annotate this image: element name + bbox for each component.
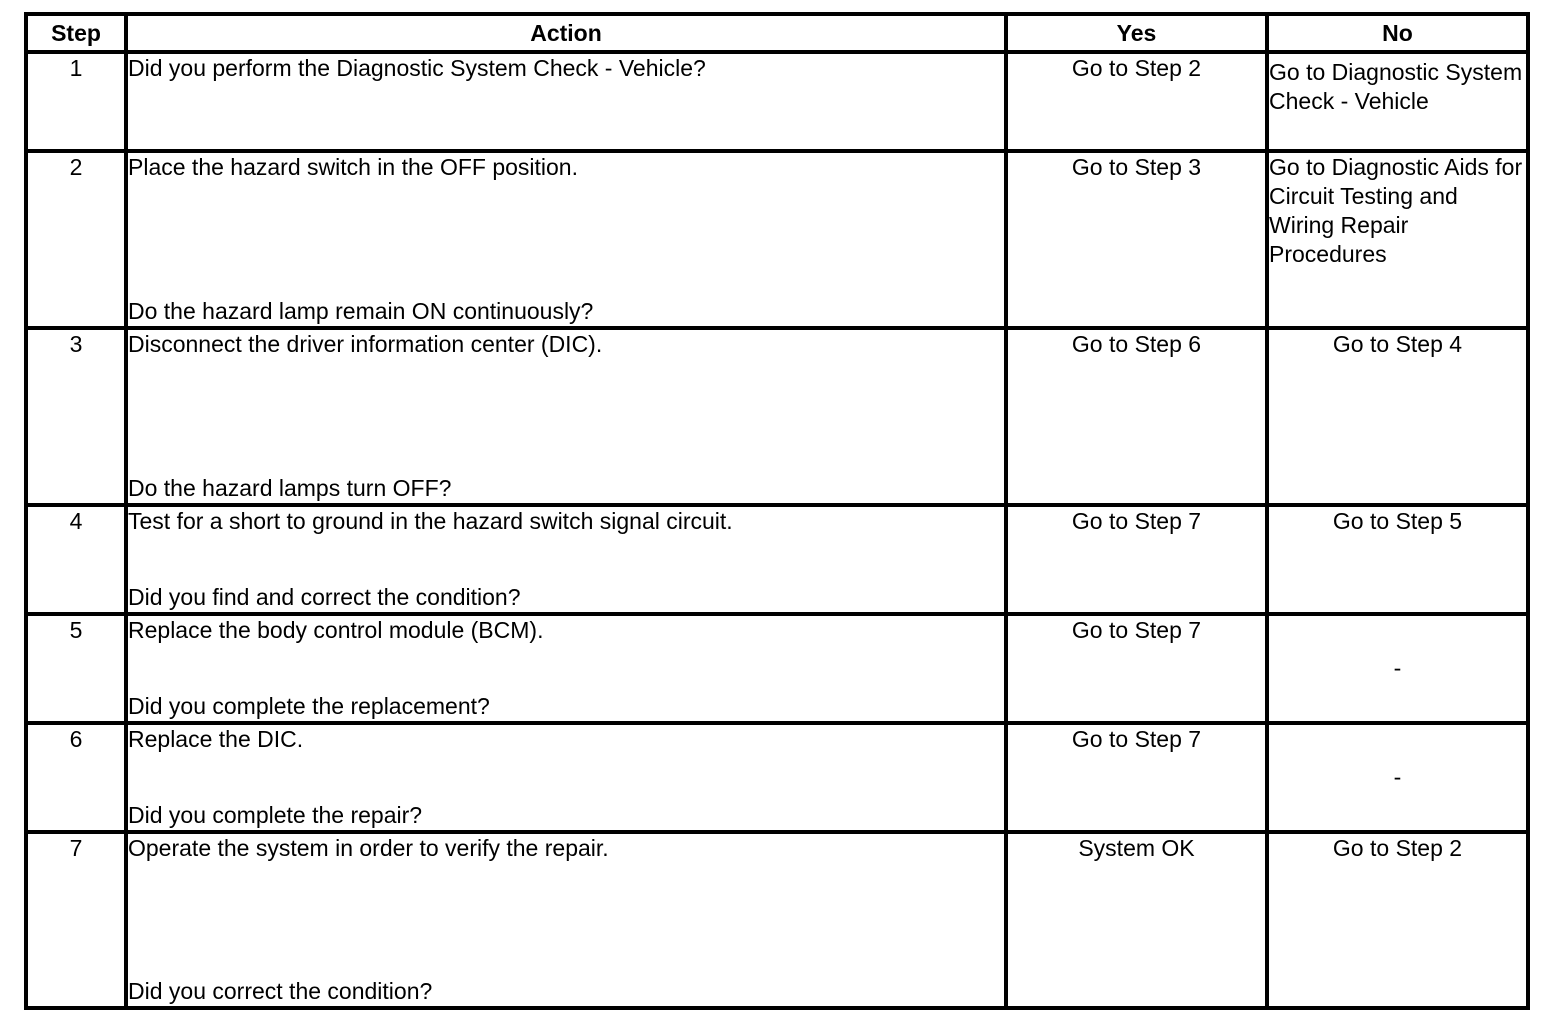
yes-cell: Go to Step 7 [1006,505,1267,614]
header-yes: Yes [1006,14,1267,52]
action-cell [126,832,1006,1008]
step-number: 2 [26,151,126,328]
action-instruction: Test for a short to ground in the hazard switch signal circuit. [128,508,733,534]
table-row [26,52,1528,151]
action-question: Did you complete the repair? [128,802,423,828]
step-number: 6 [26,723,126,832]
table-row [26,151,1528,328]
action-content [128,834,1004,1006]
action-content [128,330,1004,503]
header-action: Action [126,14,1006,52]
diagnostic-table [24,12,1530,1010]
yes-cell: Go to Step 6 [1006,328,1267,505]
table-header [26,14,1528,52]
action-instruction: Replace the DIC. [128,726,304,752]
yes-cell: Go to Step 3 [1006,151,1267,328]
step-number: 5 [26,614,126,723]
header-no: No [1267,14,1528,52]
action-instruction: Disconnect the driver information center (DIC). [128,331,603,357]
no-cell: Go to Diagnostic System Check - Vehicle [1267,52,1528,151]
no-cell: Go to Step 4 [1267,328,1528,505]
action-content [128,725,1004,830]
action-cell [126,505,1006,614]
table-row [26,832,1528,1008]
action-question: Did you correct the condition? [128,978,433,1004]
no-cell: Go to Diagnostic Aids for Circuit Testing and Wiring Repair Procedures [1267,151,1528,328]
action-question: Did you complete the replacement? [128,693,490,719]
action-instruction: Place the hazard switch in the OFF position. [128,154,578,180]
table-body [26,52,1528,1008]
no-cell: - [1267,614,1528,723]
step-number: 1 [26,52,126,151]
action-question: Do the hazard lamp remain ON continuously? [128,298,594,324]
step-number: 3 [26,328,126,505]
action-cell [126,52,1006,151]
table-row [26,505,1528,614]
table-row [26,723,1528,832]
action-cell [126,723,1006,832]
yes-cell: Go to Step 2 [1006,52,1267,151]
no-cell: - [1267,723,1528,832]
action-question: Did you find and correct the condition? [128,584,521,610]
action-instruction: Operate the system in order to verify the repair. [128,835,609,861]
header-row [26,14,1528,52]
action-content [128,507,1004,612]
step-number: 7 [26,832,126,1008]
action-content [128,153,1004,326]
action-question: Do the hazard lamps turn OFF? [128,475,452,501]
yes-cell: Go to Step 7 [1006,723,1267,832]
action-cell [126,328,1006,505]
table-row [26,614,1528,723]
action-content [128,616,1004,721]
yes-cell: Go to Step 7 [1006,614,1267,723]
table-row [26,328,1528,505]
action-cell [126,151,1006,328]
action-cell [126,614,1006,723]
step-number: 4 [26,505,126,614]
header-step: Step [26,14,126,52]
yes-cell: System OK [1006,832,1267,1008]
action-instruction: Did you perform the Diagnostic System Check - Vehicle? [128,55,706,81]
no-cell: Go to Step 2 [1267,832,1528,1008]
action-instruction: Replace the body control module (BCM). [128,617,544,643]
no-cell: Go to Step 5 [1267,505,1528,614]
